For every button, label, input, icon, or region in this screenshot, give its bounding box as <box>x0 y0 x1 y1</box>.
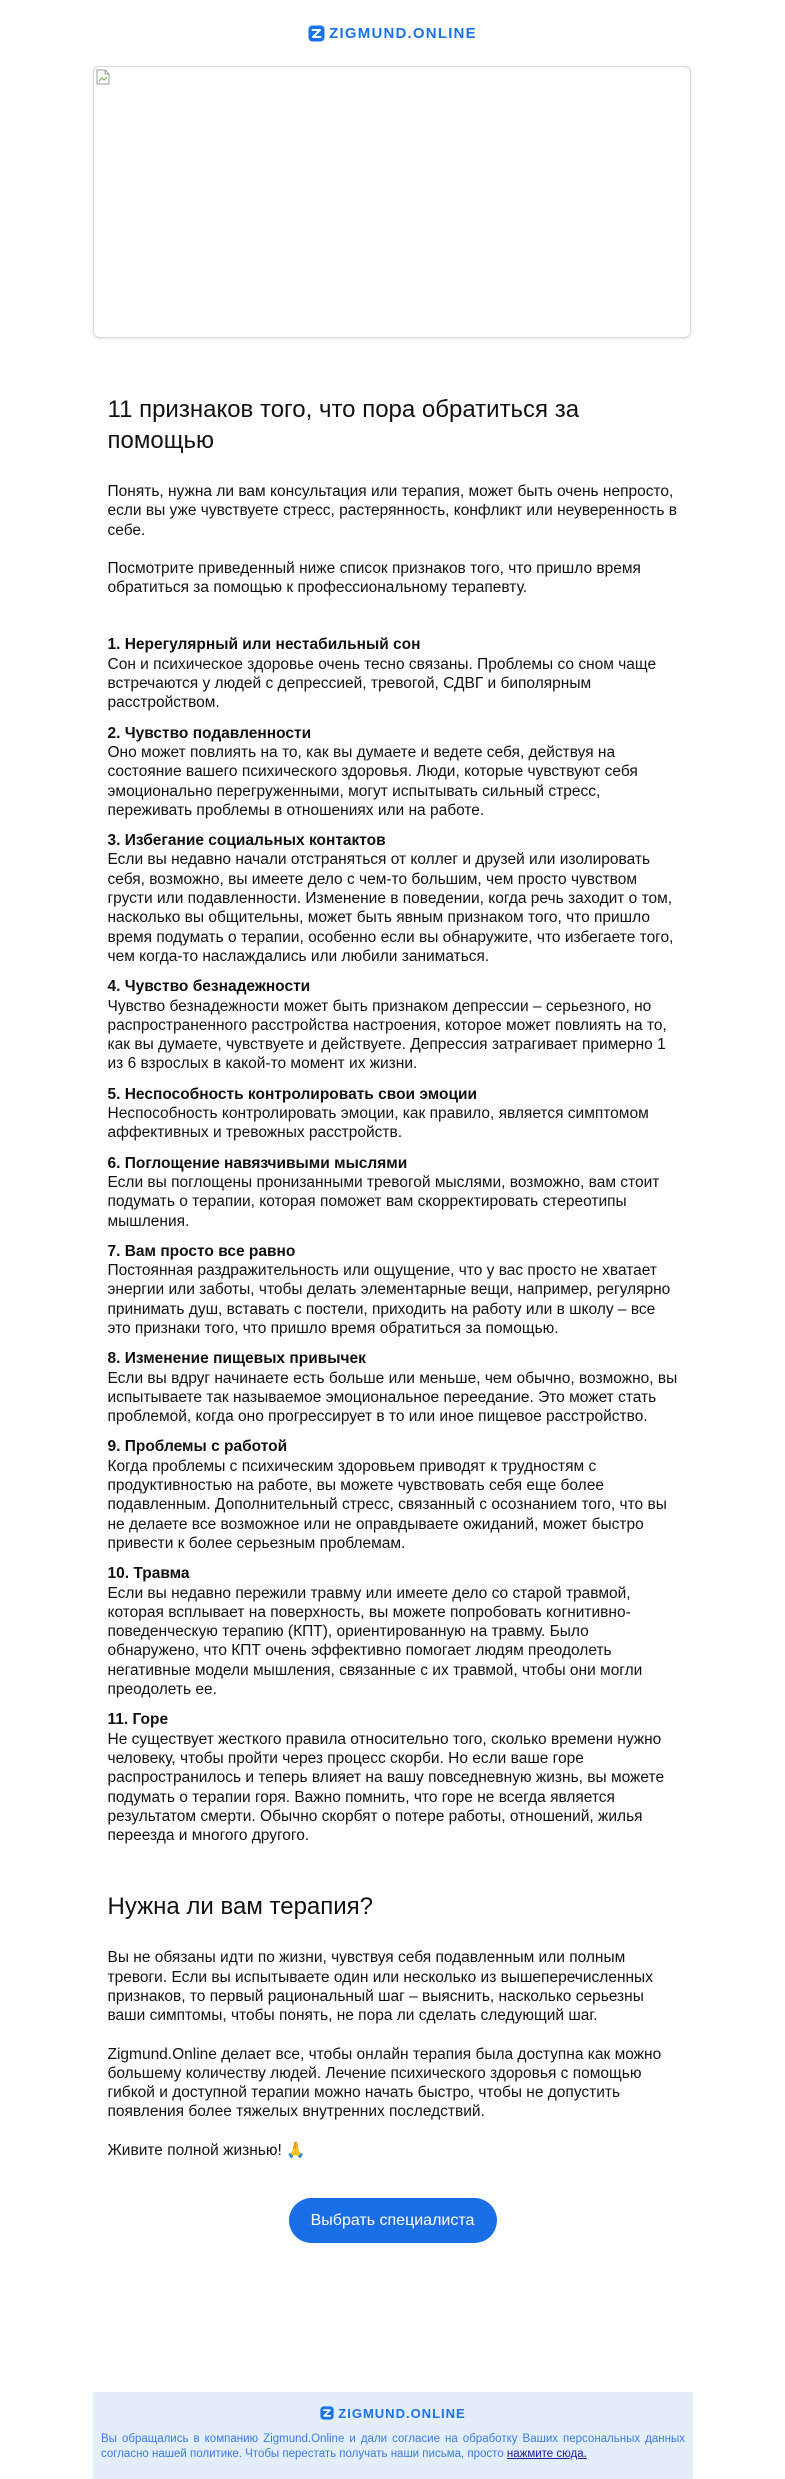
brand-logo[interactable] <box>308 25 477 42</box>
section-paragraph: Вы не обязаны идти по жизни, чувствуя себя подавленным или полным тревоги. Если вы испытываете один или несколько из вышеперечисленных признаков, то первый рациональный шаг – выяснить, насколько серьезны ваши симптомы, чтобы понять, не пора ли сделать следующий шаг. <box>107 1949 653 2025</box>
footer-brand-name: ZIGMUND.ONLINE <box>338 2405 466 2421</box>
sign-title: 6. Поглощение навязчивыми мыслями <box>107 1154 408 1172</box>
sign-item <box>108 1564 678 1699</box>
email-body <box>93 0 693 2243</box>
sign-text: Неспособность контролировать эмоции, как правило, является симптомом аффективных и тревожных расстройств. <box>107 1105 649 1142</box>
sign-text: Не существует жесткого правила относительно того, сколько времени нужно человеку, чтобы пройти через процесс скорби. Но если ваше горе распространилось и теперь влияет на вашу повседневную жизнь, вы можете подумать о терапии горя. Важно помнить, что горе не всегда является результатом смерти. Обычно скорбят о потере работы, отношений, жилья переезда и многого другого. <box>107 1730 665 1845</box>
signs-list <box>108 635 678 1845</box>
sign-text: Чувство безнадежности может быть признаком депрессии – серьезного, но распространенного расстройства настроения, которое может повлиять на то, как вы думаете, чувствуете и действуете. Депрессия затрагивает примерно 1 из 6 взрослых в какой-то момент их жизни. <box>107 997 667 1073</box>
sign-text: Если вы вдруг начинаете есть больше или меньше, чем обычно, возможно, вы испытываете так называемое эмоциональное переедание. Это может стать проблемой, когда оно прогрессирует в то или иное пищевое расстройство. <box>107 1369 678 1426</box>
sign-item <box>108 1085 678 1143</box>
intro-paragraph: Посмотрите приведенный ниже список признаков того, что пришло время обратиться за помощью к профессиональному терапевту. <box>107 559 641 597</box>
sign-item <box>108 635 678 712</box>
sign-item <box>108 1437 678 1553</box>
hero-image <box>93 66 691 338</box>
closing-line: Живите полной жизнью! 🙏 <box>107 2141 306 2159</box>
sign-title: 4. Чувство безнадежности <box>107 978 311 996</box>
sign-text: Когда проблемы с психическим здоровьем приводят к трудностям с продуктивностью на работе, вы можете чувствовать себя еще более подавленным. Дополнительный стресс, связанный с осознанием того, что вы не делаете все возможное или не оправдываете ожиданий, может быстро привести к более серьезным проблемам. <box>107 1457 667 1552</box>
sign-title: 11. Горе <box>107 1711 169 1729</box>
sign-item <box>108 1349 678 1426</box>
sign-item <box>108 977 678 1073</box>
sign-title: 5. Неспособность контролировать свои эмоции <box>107 1085 478 1103</box>
footer-brand-logo[interactable] <box>320 2406 465 2421</box>
sign-item <box>108 1710 678 1845</box>
zigmund-logo-icon <box>308 25 325 42</box>
sign-item <box>108 1154 678 1231</box>
sign-title: 7. Вам просто все равно <box>107 1242 296 1260</box>
footer-consent-text: Вы обращались в компанию Zigmund.Online и дали согласие на обработку Ваших персональных данных согласно нашей политике. Чтобы перестать получать наши письма, просто <box>101 2433 685 2460</box>
brand-name: ZIGMUND.ONLINE <box>329 24 477 42</box>
sign-text: Если вы недавно пережили травму или имеете дело со старой травмой, которая всплывает на поверхность, вы можете попробовать когнитивно-поведенческую терапию (КПТ), ориентированную на травму. Было обнаружено, что КПТ очень эффективно помогает людям преодолеть негативные модели мышления, связанные с их травмой, чтобы они могли преодолеть ее. <box>107 1584 643 1699</box>
sign-item <box>108 1242 678 1338</box>
sign-text: Постоянная раздражительность или ощущение, что у вас просто не хватает энергии или заботы, чтобы делать элементарные вещи, например, регулярно принимать душ, вставать с постели, приходить на работу или в школу – все это признаки того, что пришло время обратиться за помощью. <box>107 1262 671 1337</box>
choose-specialist-button[interactable]: Выбрать специалиста <box>289 2198 497 2243</box>
section-paragraph: Zigmund.Online делает все, чтобы онлайн терапия была доступна как можно большему количеству людей. Лечение психического здоровья с помощью гибкой и доступной терапии можно начать быстро, чтобы не допустить появления более тяжелых внутренних последствий. <box>107 2045 662 2121</box>
zigmund-logo-icon <box>320 2406 334 2420</box>
sign-title: 9. Проблемы с работой <box>107 1438 288 1456</box>
sign-title: 2. Чувство подавленности <box>107 724 312 742</box>
sign-title: 1. Нерегулярный или нестабильный сон <box>107 636 421 654</box>
sign-title: 8. Изменение пищевых привычек <box>107 1350 366 1368</box>
footer-legal-text <box>93 2432 693 2462</box>
broken-image-icon <box>96 69 110 85</box>
sign-text: Оно может повлиять на то, как вы думаете и ведете себя, действуя на состояние вашего психического здоровья. Люди, которые чувствуют себя эмоционально перегруженными, могут испытывать сильный стресс, переживать проблемы в отношениях или на работе. <box>107 743 638 819</box>
sign-text: Если вы поглощены пронизанными тревогой мыслями, возможно, вам стоит подумать о терапии, которая поможет вам скорректировать стереотипы мышления. <box>107 1173 660 1230</box>
sign-text: Сон и психическое здоровье очень тесно связаны. Проблемы со сном чаще встречаются у людей с депрессией, тревогой, СДВГ и биполярным расстройством. <box>107 655 657 712</box>
intro-paragraph: Понять, нужна ли вам консультация или терапия, может быть очень непросто, если вы уже чувствуете стресс, растерянность, конфликт или неуверенность в себе. <box>107 483 677 539</box>
sign-item <box>108 831 678 966</box>
sign-title: 3. Избегание социальных контактов <box>107 832 386 850</box>
sign-title: 10. Травма <box>107 1565 190 1583</box>
unsubscribe-link[interactable]: нажмите сюда. <box>506 2448 587 2460</box>
sign-item <box>108 724 678 820</box>
article <box>93 394 693 2243</box>
header <box>93 0 693 66</box>
cta-wrap <box>108 2198 678 2243</box>
footer-logo-wrap <box>93 2392 693 2432</box>
article-title: 11 признаков того, что пора обратиться за помощью <box>107 396 580 454</box>
sign-text: Если вы недавно начали отстраняться от коллег и друзей или изолировать себя, возможно, вы имеете дело с чем-то большим, чем просто чувством грусти или подавленности. Изменение в поведении, когда речь заходит о том, насколько вы общительны, может быть явным признаком того, что пришло время подумать о терапии, особенно если вы обнаружите, что избегаете того, чем когда-то наслаждались или любили заниматься. <box>107 851 674 965</box>
section-title: Нужна ли вам терапия? <box>107 1893 374 1921</box>
footer <box>93 2392 693 2479</box>
